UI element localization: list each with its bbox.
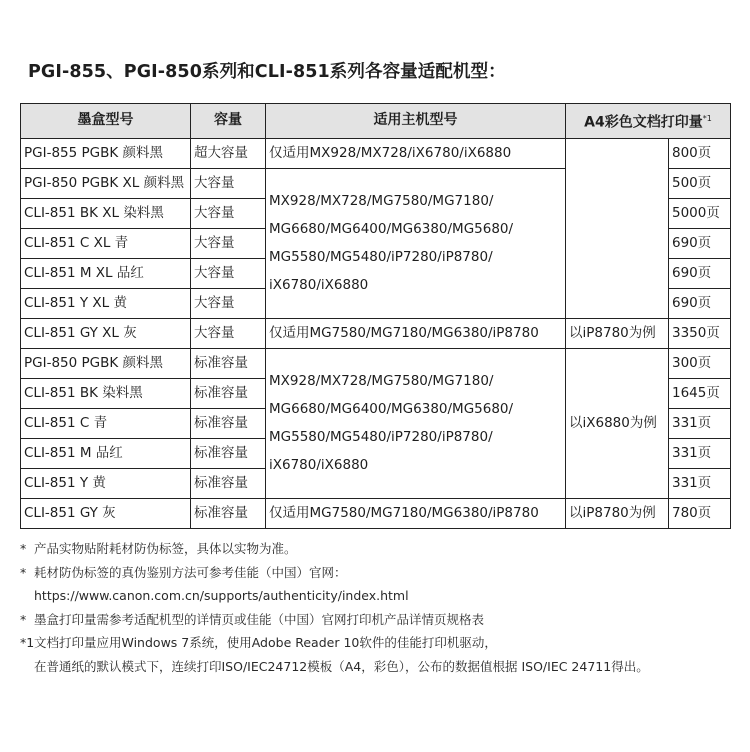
capacity-cell: 标准容量 <box>191 468 266 498</box>
cartridge-cell: CLI-851 GY 灰 <box>21 498 191 528</box>
table-row <box>21 348 731 378</box>
capacity-cell: 标准容量 <box>191 378 266 408</box>
yield-cell: 3350页 <box>669 318 731 348</box>
models-cell <box>266 348 566 498</box>
footnote <box>20 561 735 585</box>
table-header-row <box>21 104 731 139</box>
models-cell: 仅适用MG7580/MG7180/MG6380/iP8780 <box>266 498 566 528</box>
capacity-cell: 大容量 <box>191 258 266 288</box>
footnote-mark: * <box>20 564 27 580</box>
capacity-cell: 大容量 <box>191 318 266 348</box>
basis-cell: 以iP8780为例 <box>566 318 669 348</box>
header-yield-label: A4彩色文档打印量 <box>584 114 703 131</box>
cartridge-cell: CLI-851 Y 黄 <box>21 468 191 498</box>
cartridge-cell: CLI-851 Y XL 黄 <box>21 288 191 318</box>
cartridge-cell: CLI-851 BK XL 染料黑 <box>21 198 191 228</box>
table-row <box>21 138 731 168</box>
yield-cell: 1645页 <box>669 378 731 408</box>
basis-cell-empty <box>566 138 669 318</box>
models-cell: 仅适用MG7580/MG7180/MG6380/iP8780 <box>266 318 566 348</box>
yield-cell: 500页 <box>669 168 731 198</box>
footnote-continuation <box>20 655 735 679</box>
yield-cell: 300页 <box>669 348 731 378</box>
yield-cell: 800页 <box>669 138 731 168</box>
cartridge-cell: CLI-851 C XL 青 <box>21 228 191 258</box>
page-title: PGI-855、PGI-850系列和CLI-851系列各容量适配机型： <box>28 62 506 82</box>
table-row <box>21 318 731 348</box>
capacity-cell: 标准容量 <box>191 498 266 528</box>
basis-cell: 以iP8780为例 <box>566 498 669 528</box>
header-yield <box>566 104 731 139</box>
authenticity-url: https://www.canon.com.cn/supports/authenticity/index.html <box>34 588 409 603</box>
footnote-continuation <box>20 584 735 608</box>
basis-cell: 以iX6880为例 <box>566 348 669 498</box>
capacity-cell: 标准容量 <box>191 408 266 438</box>
footnote-mark: * <box>20 611 27 627</box>
yield-cell: 5000页 <box>669 198 731 228</box>
table-row <box>21 498 731 528</box>
capacity-cell: 标准容量 <box>191 438 266 468</box>
header-models: 适用主机型号 <box>266 104 566 139</box>
yield-cell: 331页 <box>669 468 731 498</box>
footnote <box>20 537 735 561</box>
capacity-cell: 大容量 <box>191 288 266 318</box>
yield-cell: 690页 <box>669 288 731 318</box>
cartridge-cell: CLI-851 GY XL 灰 <box>21 318 191 348</box>
yield-cell: 331页 <box>669 408 731 438</box>
capacity-cell: 大容量 <box>191 168 266 198</box>
capacity-cell: 大容量 <box>191 228 266 258</box>
models-text: MX928/MX728/MG7580/MG7180/ MG6680/MG6400/MG6380/MG5680/ MG5580/MG5480/iP7280/iP8780/ iX6780/iX6880 <box>269 193 514 294</box>
yield-cell: 331页 <box>669 438 731 468</box>
capacity-cell: 大容量 <box>191 198 266 228</box>
footnote-text: 在普通纸的默认模式下，连续打印ISO/IEC24712模板（A4，彩色），公布的数据值根据 ISO/IEC 24711得出。 <box>34 658 649 674</box>
cartridge-cell: PGI-850 PGBK XL 颜料黑 <box>21 168 191 198</box>
footnote-text: 墨盒打印量需参考适配机型的详情页或佳能（中国）官网打印机产品详情页规格表 <box>34 611 485 627</box>
cartridge-cell: PGI-855 PGBK 颜料黑 <box>21 138 191 168</box>
cartridge-cell: CLI-851 C 青 <box>21 408 191 438</box>
models-cell: 仅适用MX928/MX728/iX6780/iX6880 <box>266 138 566 168</box>
footnote <box>20 608 735 632</box>
footnote-text: 耗材防伪标签的真伪鉴别方法可参考佳能（中国）官网： <box>34 564 347 580</box>
header-yield-footnote-mark: *1 <box>702 114 712 123</box>
compatibility-table <box>20 103 731 529</box>
capacity-cell: 标准容量 <box>191 348 266 378</box>
models-text: MX928/MX728/MG7580/MG7180/ MG6680/MG6400/MG6380/MG5680/ MG5580/MG5480/iP7280/iP8780/ iX6780/iX6880 <box>269 373 514 474</box>
header-cartridge: 墨盒型号 <box>21 104 191 139</box>
header-capacity: 容量 <box>191 104 266 139</box>
footnote-mark: *1 <box>20 635 35 650</box>
cartridge-cell: CLI-851 BK 染料黑 <box>21 378 191 408</box>
yield-cell: 690页 <box>669 228 731 258</box>
yield-cell: 780页 <box>669 498 731 528</box>
footnote <box>20 631 735 655</box>
yield-cell: 690页 <box>669 258 731 288</box>
capacity-cell: 超大容量 <box>191 138 266 168</box>
footnote-mark: * <box>20 541 27 556</box>
cartridge-cell: CLI-851 M XL 品红 <box>21 258 191 288</box>
models-cell <box>266 168 566 318</box>
cartridge-cell: CLI-851 M 品红 <box>21 438 191 468</box>
footnote-text: 文档打印量应用Windows 7系统，使用Adobe Reader 10软件的佳能打印机驱动， <box>34 635 497 650</box>
cartridge-cell: PGI-850 PGBK 颜料黑 <box>21 348 191 378</box>
footnotes <box>20 537 735 678</box>
footnote-text: 产品实物贴附耗材防伪标签，具体以实物为准。 <box>34 541 297 556</box>
